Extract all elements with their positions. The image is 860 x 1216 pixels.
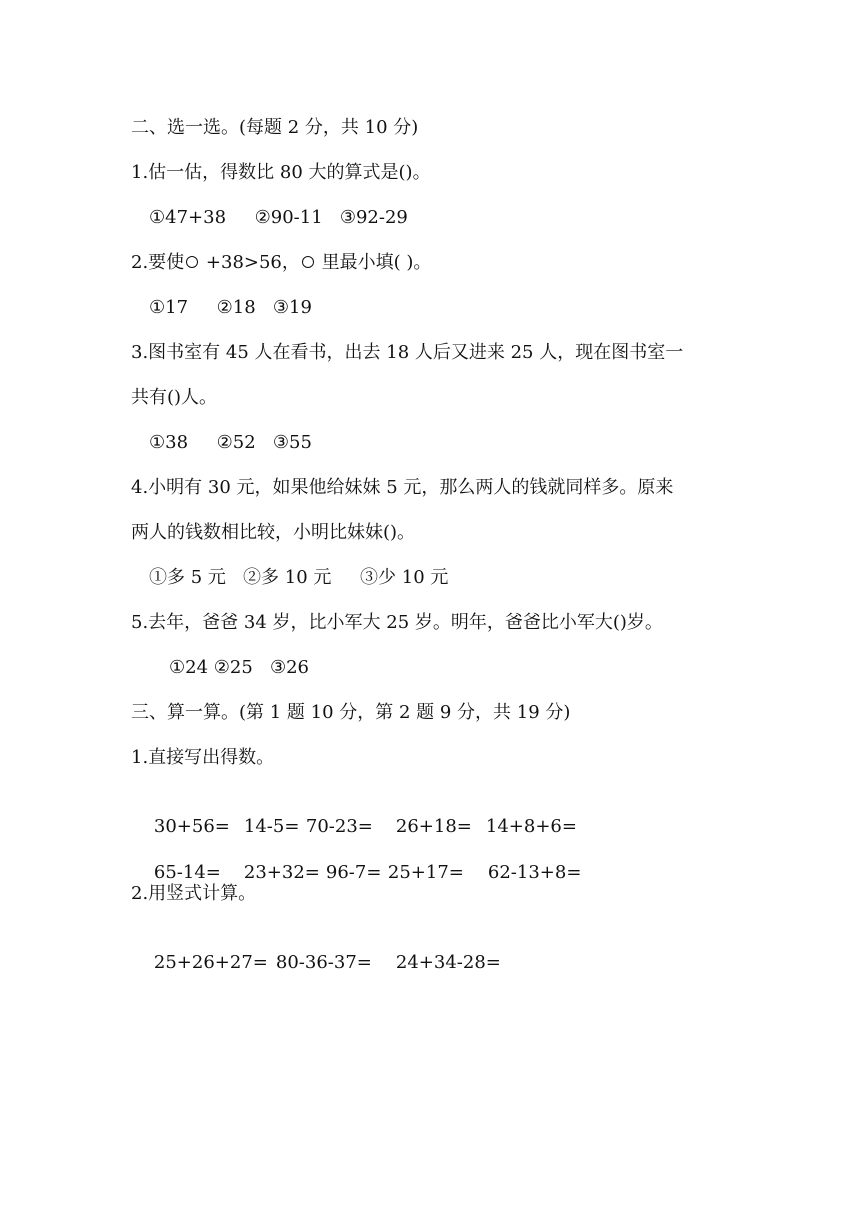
q4-stem-line1: 4.小明有 30 元，如果他给妹妹 5 元，那么两人的钱就同样多。原来: [131, 477, 674, 498]
section2-heading: 二、选一选。(每题 2 分，共 10 分): [131, 117, 419, 138]
q3-stem-line1: 3.图书室有 45 人在看书，出去 18 人后又进来 25 人，现在图书室一: [131, 342, 684, 363]
circle-blank-icon: [302, 256, 314, 268]
q1-stem: 1.估一估，得数比 80 大的算式是()。: [131, 162, 431, 183]
calc-item: 96-7=: [325, 862, 382, 883]
q2-stem-part-a: 2.要使: [131, 252, 185, 273]
q4-options: ①多 5 元 ②多 10 元 ③少 10 元: [149, 567, 449, 588]
calc-item: 14+8+6=: [485, 816, 577, 837]
calc-item: 65-14=: [153, 862, 221, 883]
calc-item: 14-5=: [243, 816, 300, 837]
s3-q2-title: 2.用竖式计算。: [131, 883, 257, 904]
calc-item: 25+26+27=: [153, 952, 268, 973]
q4-stem-line2: 两人的钱数相比较，小明比妹妹()。: [131, 522, 416, 543]
q5-options: ①24 ②25 ③26: [169, 657, 310, 678]
q1-options: ①47+38 ②90-11 ③92-29: [149, 207, 408, 228]
q5-stem: 5.去年，爸爸 34 岁，比小军大 25 岁。明年，爸爸比小军大()岁。: [131, 612, 663, 633]
calc-item: 30+56=: [153, 816, 230, 837]
calc-item: 80-36-37=: [275, 952, 372, 973]
calc-item: 62-13+8=: [487, 862, 582, 883]
calc-row-3: [131, 927, 501, 999]
q2-options: ①17 ②18 ③19: [149, 297, 312, 318]
q2-stem-part-c: 里最小填( )。: [315, 252, 432, 273]
q3-options: ①38 ②52 ③55: [149, 432, 312, 453]
calc-item: 26+18=: [395, 816, 472, 837]
q2-stem: [131, 251, 431, 275]
calc-item: 25+17=: [387, 862, 464, 883]
calc-item: 24+34-28=: [395, 952, 501, 973]
q3-stem-line2: 共有()人。: [131, 387, 218, 408]
calc-item: 70-23=: [305, 816, 373, 837]
s3-q1-title: 1.直接写出得数。: [131, 747, 275, 768]
circle-blank-icon: [186, 256, 198, 268]
calc-item: 23+32=: [243, 862, 320, 883]
q2-stem-part-b: +38>56，: [200, 252, 300, 273]
section3-heading: 三、算一算。(第 1 题 10 分，第 2 题 9 分，共 19 分): [131, 702, 571, 723]
